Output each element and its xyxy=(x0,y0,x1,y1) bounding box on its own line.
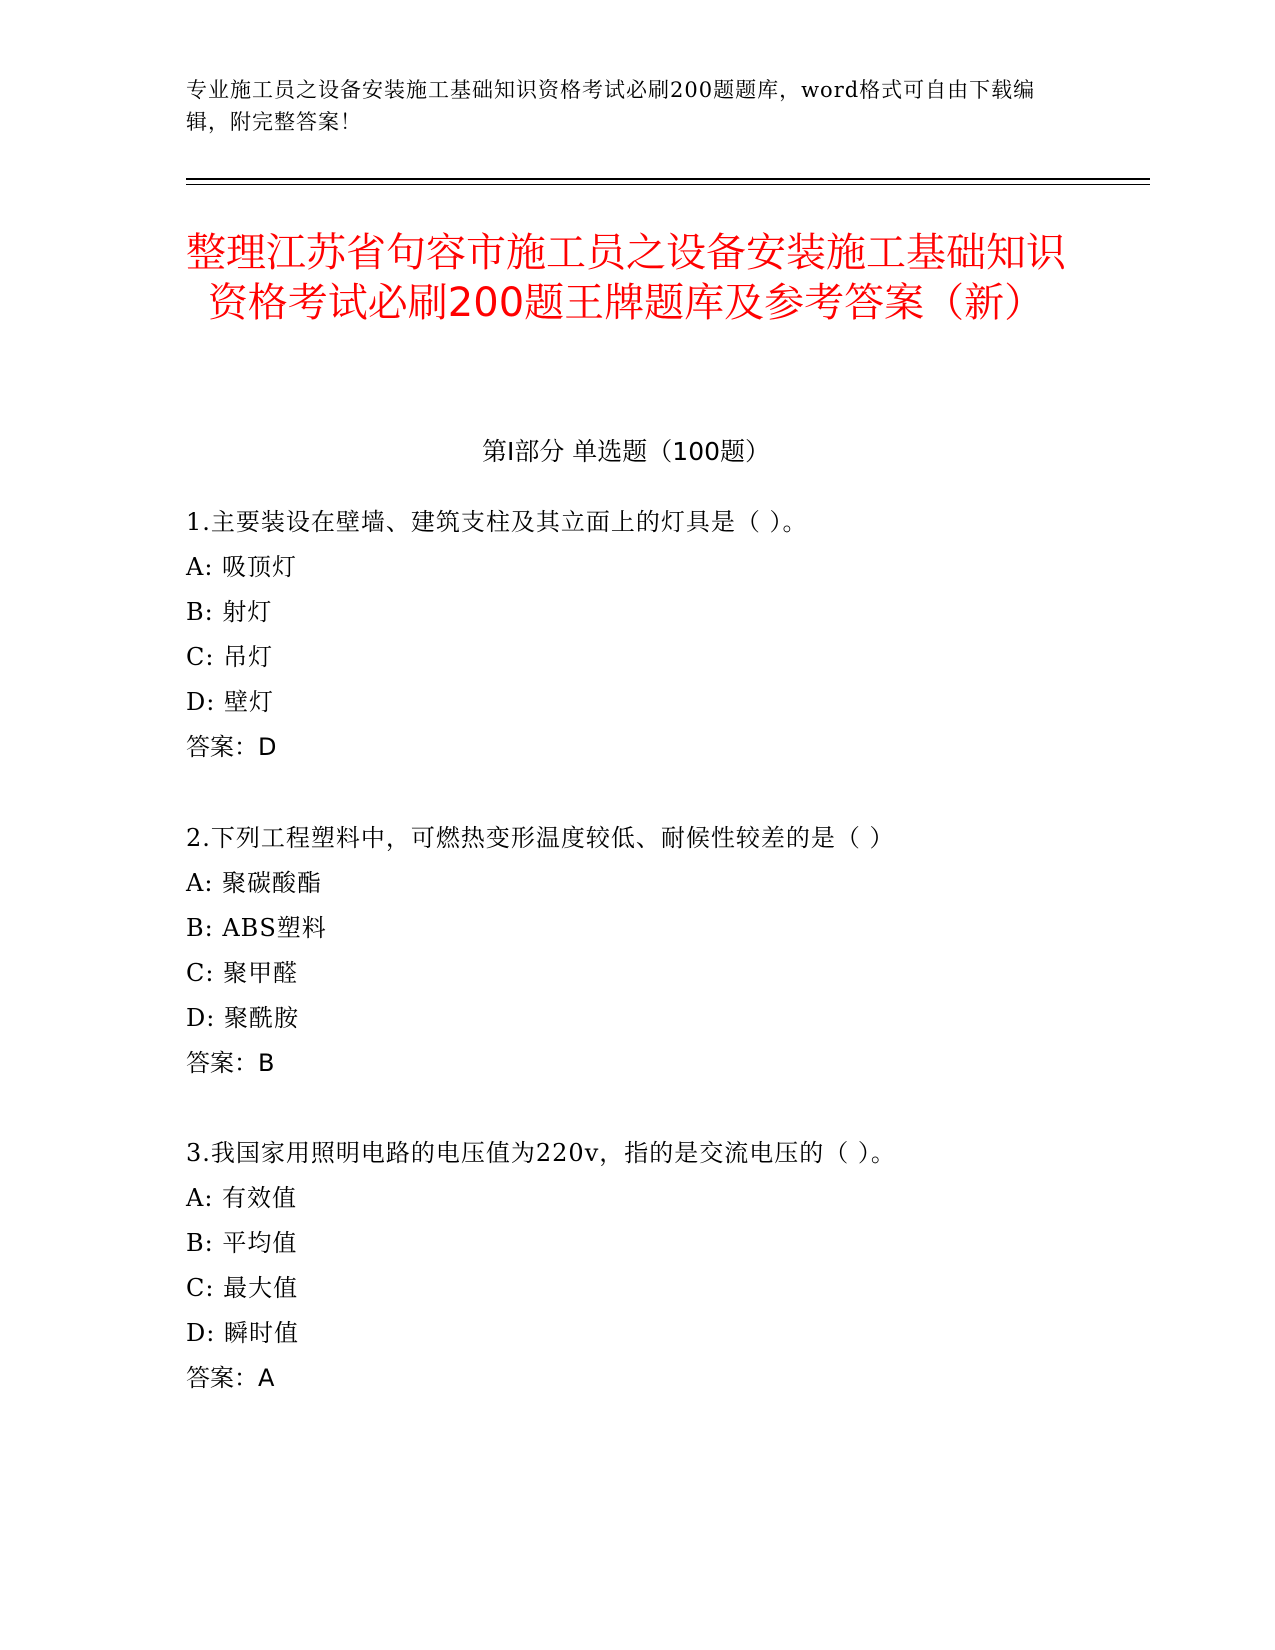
answer: 答案：B xyxy=(186,1049,275,1077)
question-stem: 2.下列工程塑料中，可燃热变形温度较低、耐候性较差的是（ ） xyxy=(186,824,895,852)
question-2 xyxy=(186,816,1146,1086)
option-b: B: ABS塑料 xyxy=(186,914,327,942)
option-d: D: 聚酰胺 xyxy=(186,1004,299,1032)
question-3 xyxy=(186,1131,1146,1401)
option-a: A: 聚碳酸酯 xyxy=(186,869,323,897)
option-b: B: 射灯 xyxy=(186,598,273,626)
header-note: 专业施工员之设备安装施工基础知识资格考试必刷200题题库，word格式可自由下载编辑，附完整答案！ xyxy=(186,78,1036,134)
question-stem: 1.主要装设在壁墙、建筑支柱及其立面上的灯具是（ ）。 xyxy=(186,508,808,536)
answer: 答案：A xyxy=(186,1364,275,1392)
option-a: A: 吸顶灯 xyxy=(186,553,298,581)
header-rule-thin xyxy=(186,184,1150,185)
document-title: 整理江苏省句容市施工员之设备安装施工基础知识资格考试必刷200题王牌题库及参考答案（新） xyxy=(186,230,1066,326)
answer: 答案：D xyxy=(186,733,277,761)
option-d: D: 壁灯 xyxy=(186,688,274,716)
question-1 xyxy=(186,500,1146,770)
section-heading: 第Ⅰ部分 单选题（100题） xyxy=(481,437,771,466)
option-a: A: 有效值 xyxy=(186,1184,298,1212)
option-d: D: 瞬时值 xyxy=(186,1319,299,1347)
option-b: B: 平均值 xyxy=(186,1229,298,1257)
option-c: C: 最大值 xyxy=(186,1274,299,1302)
option-c: C: 吊灯 xyxy=(186,643,274,671)
question-stem: 3.我国家用照明电路的电压值为220v，指的是交流电压的（ ）。 xyxy=(186,1139,896,1167)
header-rule-thick xyxy=(186,178,1150,180)
option-c: C: 聚甲醛 xyxy=(186,959,299,987)
